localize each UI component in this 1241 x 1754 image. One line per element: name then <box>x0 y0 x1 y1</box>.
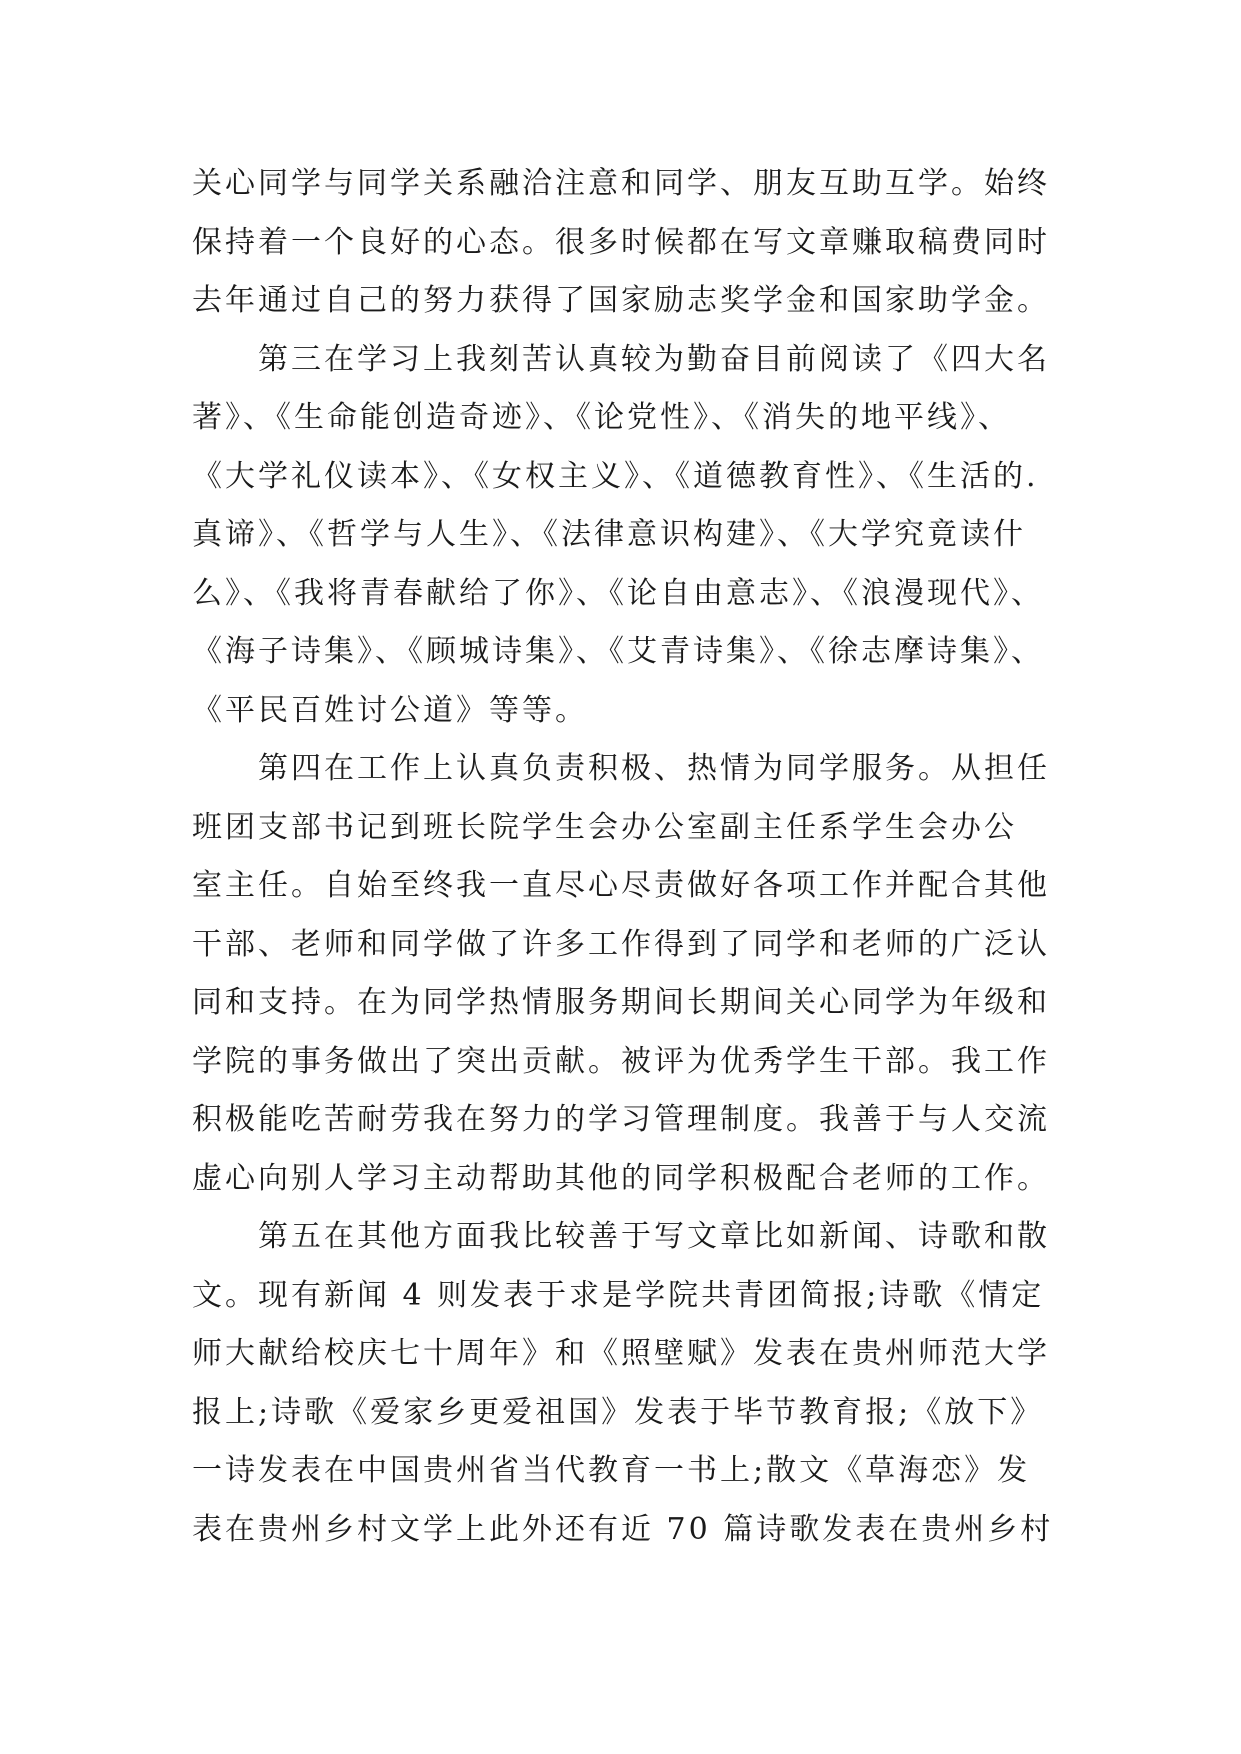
text-line: 学院的事务做出了突出贡献。被评为优秀学生干部。我工作 <box>192 1043 1050 1079</box>
text-line: 积极能吃苦耐劳我在努力的学习管理制度。我善于与人交流 <box>192 1102 1050 1137</box>
text-line: 师大献给校庆七十周年》和《照壁赋》发表在贵州师范大学 <box>192 1336 1050 1371</box>
text-line: 关心同学与同学关系融洽注意和同学、朋友互助互学。始终 <box>192 166 1050 201</box>
text-line: 表在贵州乡村文学上此外还有近 70 篇诗歌发表在贵州乡村 <box>192 1511 1054 1547</box>
text-line: 《大学礼仪读本》、《女权主义》、《道德教育性》、《生活的. <box>192 458 1039 494</box>
paragraph-start-line: 第五在其他方面我比较善于写文章比如新闻、诗歌和散 <box>258 1219 1050 1254</box>
text-line: 干部、老师和同学做了许多工作得到了同学和老师的广泛认 <box>192 926 1050 962</box>
text-line: 报上;诗歌《爱家乡更爱祖国》发表于毕节教育报;《放下》 <box>192 1394 1044 1430</box>
document-body <box>192 155 1072 1559</box>
text-line: 保持着一个良好的心态。很多时候都在写文章赚取稿费同时 <box>192 224 1050 260</box>
text-line: 著》、《生命能创造奇迹》、《论党性》、《消失的地平线》、 <box>192 400 1011 435</box>
text-line: 同和支持。在为同学热情服务期间长期间关心同学为年级和 <box>192 985 1050 1020</box>
text-line: 去年通过自己的努力获得了国家励志奖学金和国家助学金。 <box>192 283 1050 318</box>
text-line: 班团支部书记到班长院学生会办公室副主任系学生会办公 <box>192 809 1017 845</box>
text-line: 真谛》、《哲学与人生》、《法律意识构建》、《大学究竟读什 <box>192 517 1026 552</box>
text-line: 《平民百姓讨公道》等等。 <box>192 692 588 728</box>
text-line: 虚心向别人学习主动帮助其他的同学积极配合老师的工作。 <box>192 1160 1050 1196</box>
paragraph-start-line: 第三在学习上我刻苦认真较为勤奋目前阅读了《四大名 <box>258 341 1050 377</box>
text-line: 《海子诗集》、《顾城诗集》、《艾青诗集》、《徐志摩诗集》、 <box>192 634 1044 669</box>
paragraph-start-line: 第四在工作上认真负责积极、热情为同学服务。从担任 <box>258 751 1050 786</box>
text-line: 文。现有新闻 4 则发表于求是学院共青团简报;诗歌《情定 <box>192 1277 1045 1313</box>
text-line: 么》、《我将青春献给了你》、《论自由意志》、《浪漫现代》、 <box>192 575 1044 611</box>
text-line: 一诗发表在中国贵州省当代教育一书上;散文《草海恋》发 <box>192 1453 1031 1488</box>
text-line: 室主任。自始至终我一直尽心尽责做好各项工作并配合其他 <box>192 868 1050 903</box>
